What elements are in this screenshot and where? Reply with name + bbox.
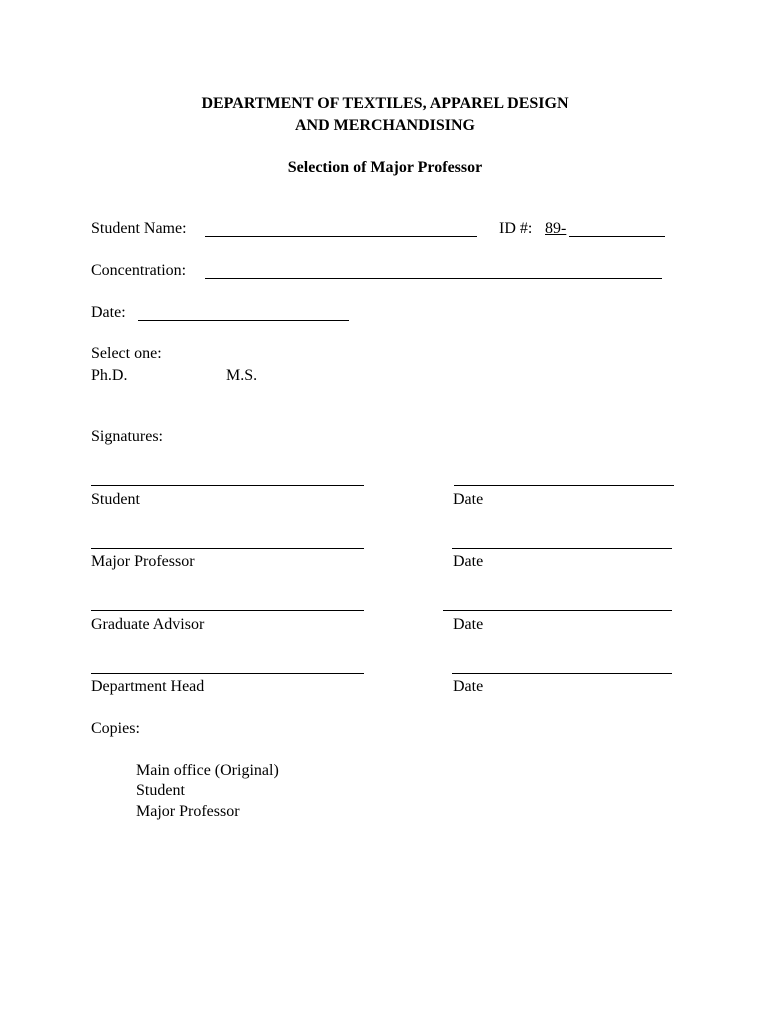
department-head-date-line[interactable] xyxy=(452,673,672,674)
graduate-advisor-date-line[interactable] xyxy=(443,610,672,611)
graduate-advisor-signature-label: Graduate Advisor xyxy=(91,616,205,633)
copy-item: Major Professor xyxy=(136,803,240,820)
copy-item: Student xyxy=(136,782,185,799)
date-label: Date: xyxy=(91,304,126,321)
student-date-label: Date xyxy=(453,491,484,508)
major-professor-date-line[interactable] xyxy=(452,548,672,549)
department-title-line2: AND MERCHANDISING xyxy=(294,117,475,134)
student-signature-line[interactable] xyxy=(91,485,364,486)
student-name-field[interactable] xyxy=(205,236,477,237)
date-field[interactable] xyxy=(138,320,349,321)
major-professor-signature-label: Major Professor xyxy=(91,553,195,570)
degree-option-phd[interactable]: Ph.D. xyxy=(91,367,128,384)
department-head-date-label: Date xyxy=(453,678,484,695)
student-name-label: Student Name: xyxy=(91,220,187,237)
department-title-line1: DEPARTMENT OF TEXTILES, APPAREL DESIGN xyxy=(201,95,569,112)
graduate-advisor-signature-line[interactable] xyxy=(91,610,364,611)
copies-heading: Copies: xyxy=(91,720,140,737)
concentration-label: Concentration: xyxy=(91,262,187,279)
department-head-signature-label: Department Head xyxy=(91,678,205,695)
student-signature-label: Student xyxy=(91,491,140,508)
graduate-advisor-date-label: Date xyxy=(453,616,484,633)
signatures-heading: Signatures: xyxy=(91,428,163,445)
id-label: ID #: xyxy=(499,220,533,237)
id-field[interactable] xyxy=(569,236,665,237)
form-title: Selection of Major Professor xyxy=(287,159,483,176)
copy-item: Main office (Original) xyxy=(136,762,279,779)
major-professor-date-label: Date xyxy=(453,553,484,570)
department-head-signature-line[interactable] xyxy=(91,673,364,674)
student-date-line[interactable] xyxy=(454,485,674,486)
select-one-label: Select one: xyxy=(91,345,162,362)
major-professor-signature-line[interactable] xyxy=(91,548,364,549)
id-prefix: 89- xyxy=(545,220,567,237)
concentration-field[interactable] xyxy=(205,278,662,279)
degree-option-ms[interactable]: M.S. xyxy=(226,367,258,384)
